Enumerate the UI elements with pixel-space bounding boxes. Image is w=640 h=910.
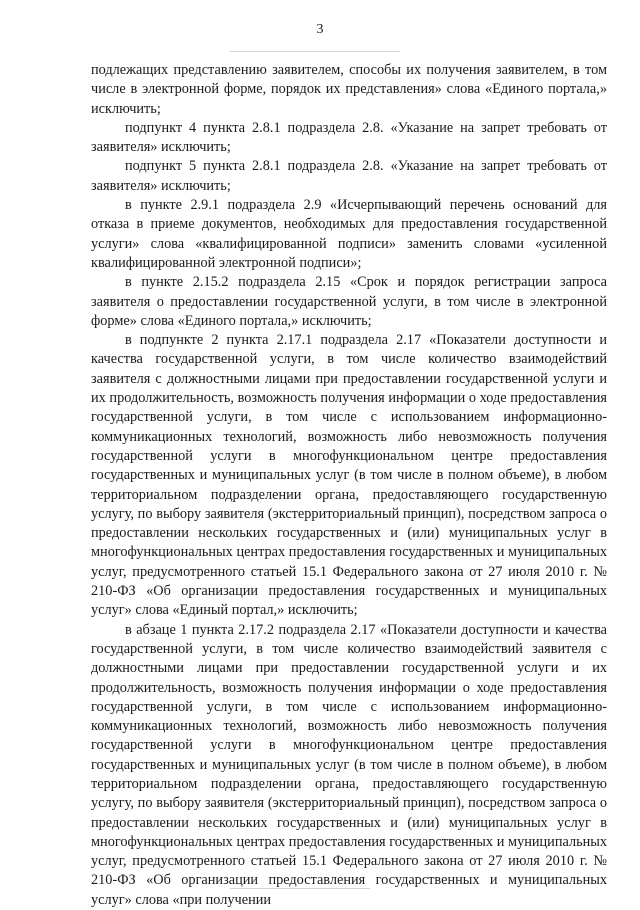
document-body (91, 61, 607, 910)
paragraph: в пункте 2.15.2 подраздела 2.15 «Срок и порядок регистрации запроса заявителя о предоставлении государственной услуги, в том числе в электронной форме» слова «Единого портала,» исключить; (91, 274, 607, 329)
paragraph: подпункт 4 пункта 2.8.1 подраздела 2.8. «Указание на запрет требовать от заявителя» исключить; (91, 119, 607, 156)
paragraph: в подпункте 2 пункта 2.17.1 подраздела 2.17 «Показатели доступности и качества государственной услуги, в том числе количество взаимодействий заявителя с должностными лицами при предоставлении государственной услуги и их продолжительность, возможность получения информации о ходе предоставления государственной услуги, в том числе с использованием информационно-коммуникационных технологий, возможность либо невозможность получения государственной услуги в многофункциональном центре предоставления государственных и муниципальных услуг (в том числе в полном объеме), в любом территориальном подразделении органа, предоставляющего государственную услугу, по выбору заявителя (экстерриториальный принцип), посредством запроса о предоставлении нескольких государственных и (или) муниципальных услуг в многофункциональных центрах предоставления государственных и муниципальных услуг, предусмотренного статьей 15.1 Федерального закона от 27 июля 2010 г. № 210-ФЗ «Об организации предоставления государственных и муниципальных услуг» слова «Единый портал,» исключить; (91, 332, 607, 619)
paragraph-continuation: подлежащих представлению заявителем, способы их получения заявителем, в том числе в электронной форме, порядок их представления» слова «Единого портала,» исключить; (91, 62, 607, 117)
scan-artifact (230, 51, 400, 52)
paragraph: в пункте 2.9.1 подраздела 2.9 «Исчерпывающий перечень оснований для отказа в приеме документов, необходимых для предоставления государственной услуги» слова «квалифицированной подписи» заменить словами «усиленной квалифицированной электронной подписи»; (91, 197, 607, 271)
paragraph: подпункт 5 пункта 2.8.1 подраздела 2.8. «Указание на запрет требовать от заявителя» исключить; (91, 158, 607, 194)
page-number: 3 (316, 22, 324, 37)
paragraph: в абзаце 1 пункта 2.17.2 подраздела 2.17 «Показатели доступности и качества государственной услуги, в том числе количество взаимодействий заявителя с должностными лицами при предоставлении государственной услуги и их продолжительность, возможность получения информации о ходе предоставления государственной услуги, в том числе с использованием информационно-коммуникационных технологий, возможность либо невозможность получения государственной услуги в многофункциональном центре предоставления государственных и муниципальных услуг (в том числе в полном объеме), в любом территориальном подразделении органа, предоставляющего государственную услугу, по выбору заявителя (экстерриториальный принцип), посредством запроса о предоставлении нескольких государственных и (или) муниципальных услуг в многофункциональных центрах предоставления государственных и муниципальных услуг, предусмотренного статьей 15.1 Федерального закона от 27 июля 2010 г. № 210-ФЗ «Об организации предоставления государственных и муниципальных услуг» слова «при получении (91, 621, 607, 908)
